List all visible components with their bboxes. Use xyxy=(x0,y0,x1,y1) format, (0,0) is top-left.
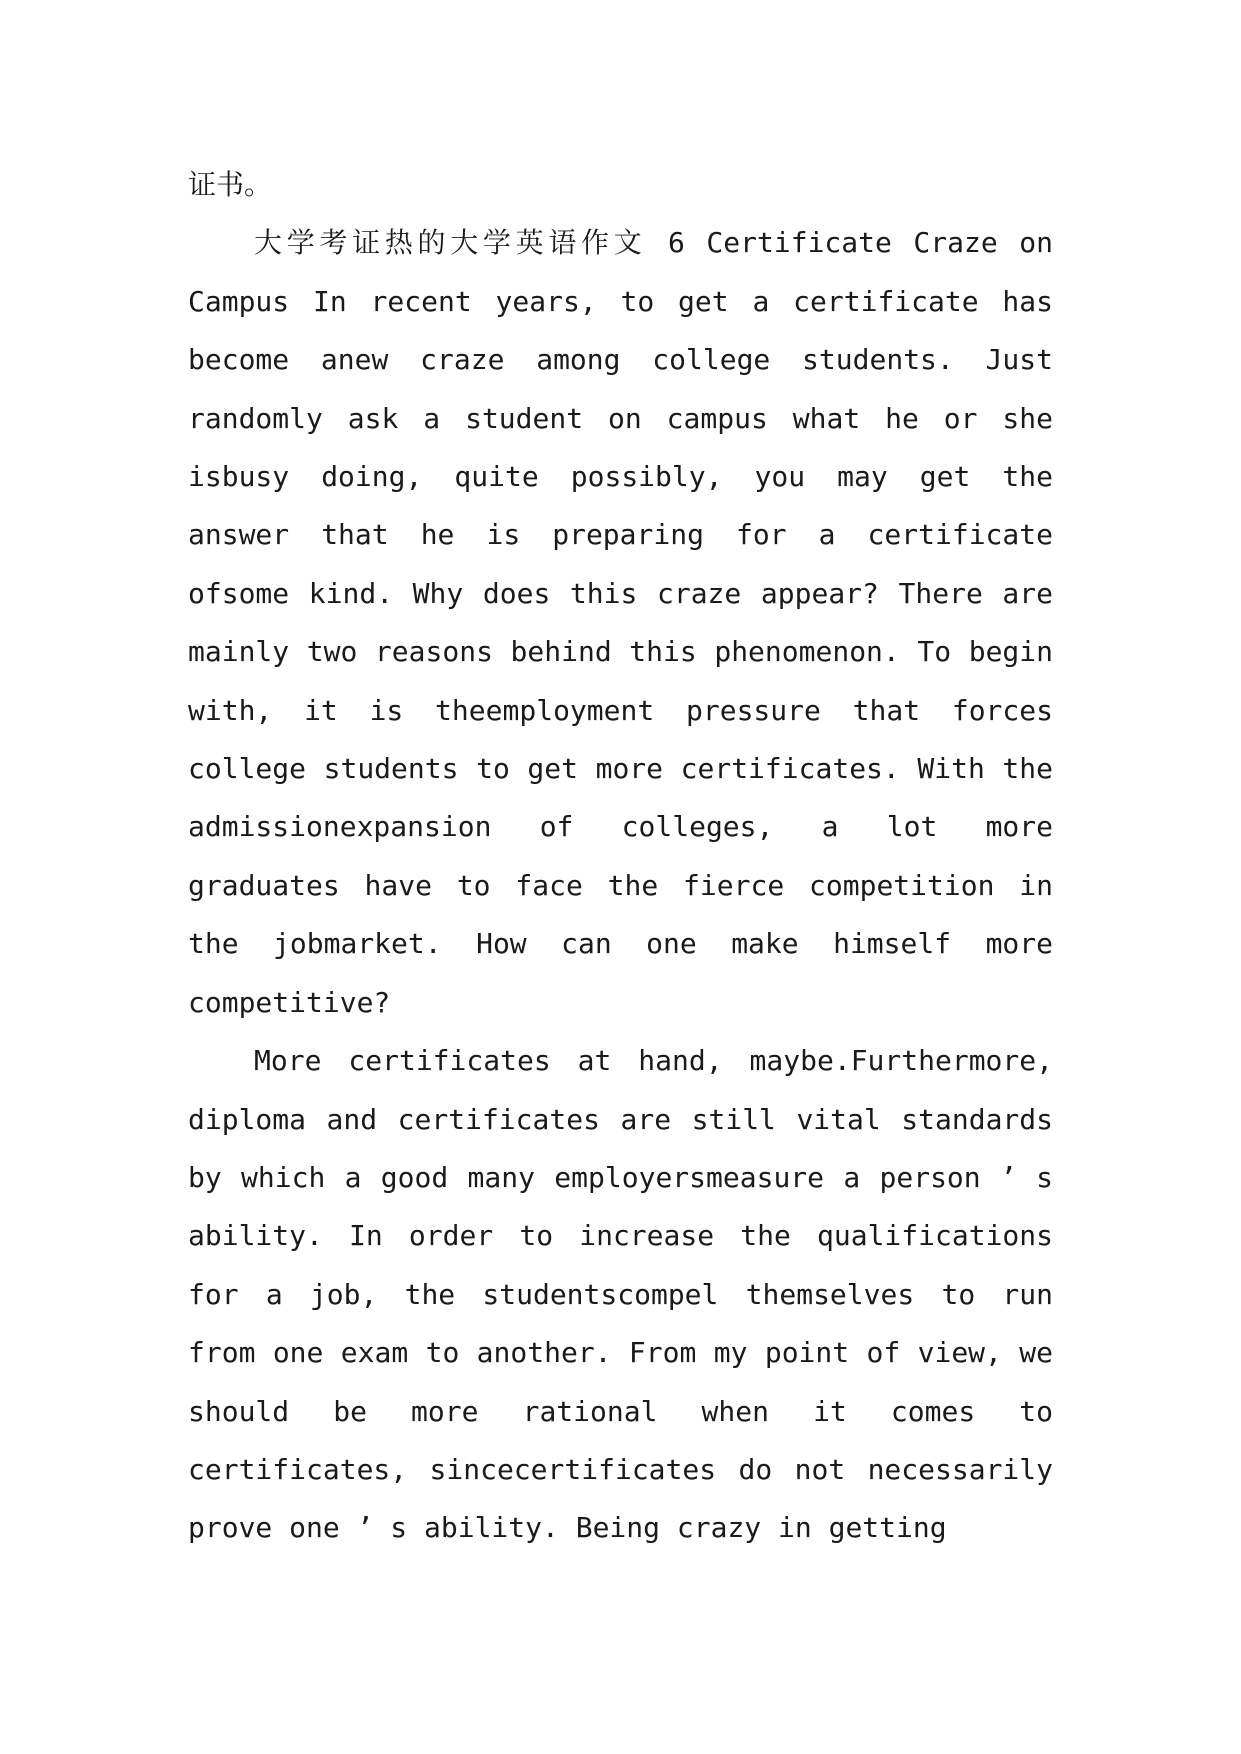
paragraph-essay-body: More certificates at hand, maybe.Furthermore, diploma and certificates are still vital standards by which a good many employersmeasure a person ’ s ability. In order to increase the qualifications for a job, the studentscompel themselves to run from one exam to another. From my point of view, we should be more rational when it comes to certificates, sincecertificates do not necessarily prove one ’ s ability. Being crazy in getting xyxy=(188,1044,1053,1545)
paragraph-essay-intro: 大学考证热的大学英语作文 6 Certificate Craze on Campus In recent years, to get a certificate has become anew craze among college students. Just randomly ask a student on campus what he or she isbusy doing, quite possibly, you may get the answer that he is preparing for a certificate ofsome kind. Why does this craze appear? There are mainly two reasons behind this phenomenon. To begin with, it is theemployment pressure that forces college students to get more certificates. With the admissionexpansion of colleges, a lot more graduates have to face the fierce competition in the jobmarket. How can one make himself more competitive? xyxy=(188,226,1053,1019)
document-body xyxy=(188,156,1053,1558)
paragraph-continuation: 证书。 xyxy=(188,168,273,201)
